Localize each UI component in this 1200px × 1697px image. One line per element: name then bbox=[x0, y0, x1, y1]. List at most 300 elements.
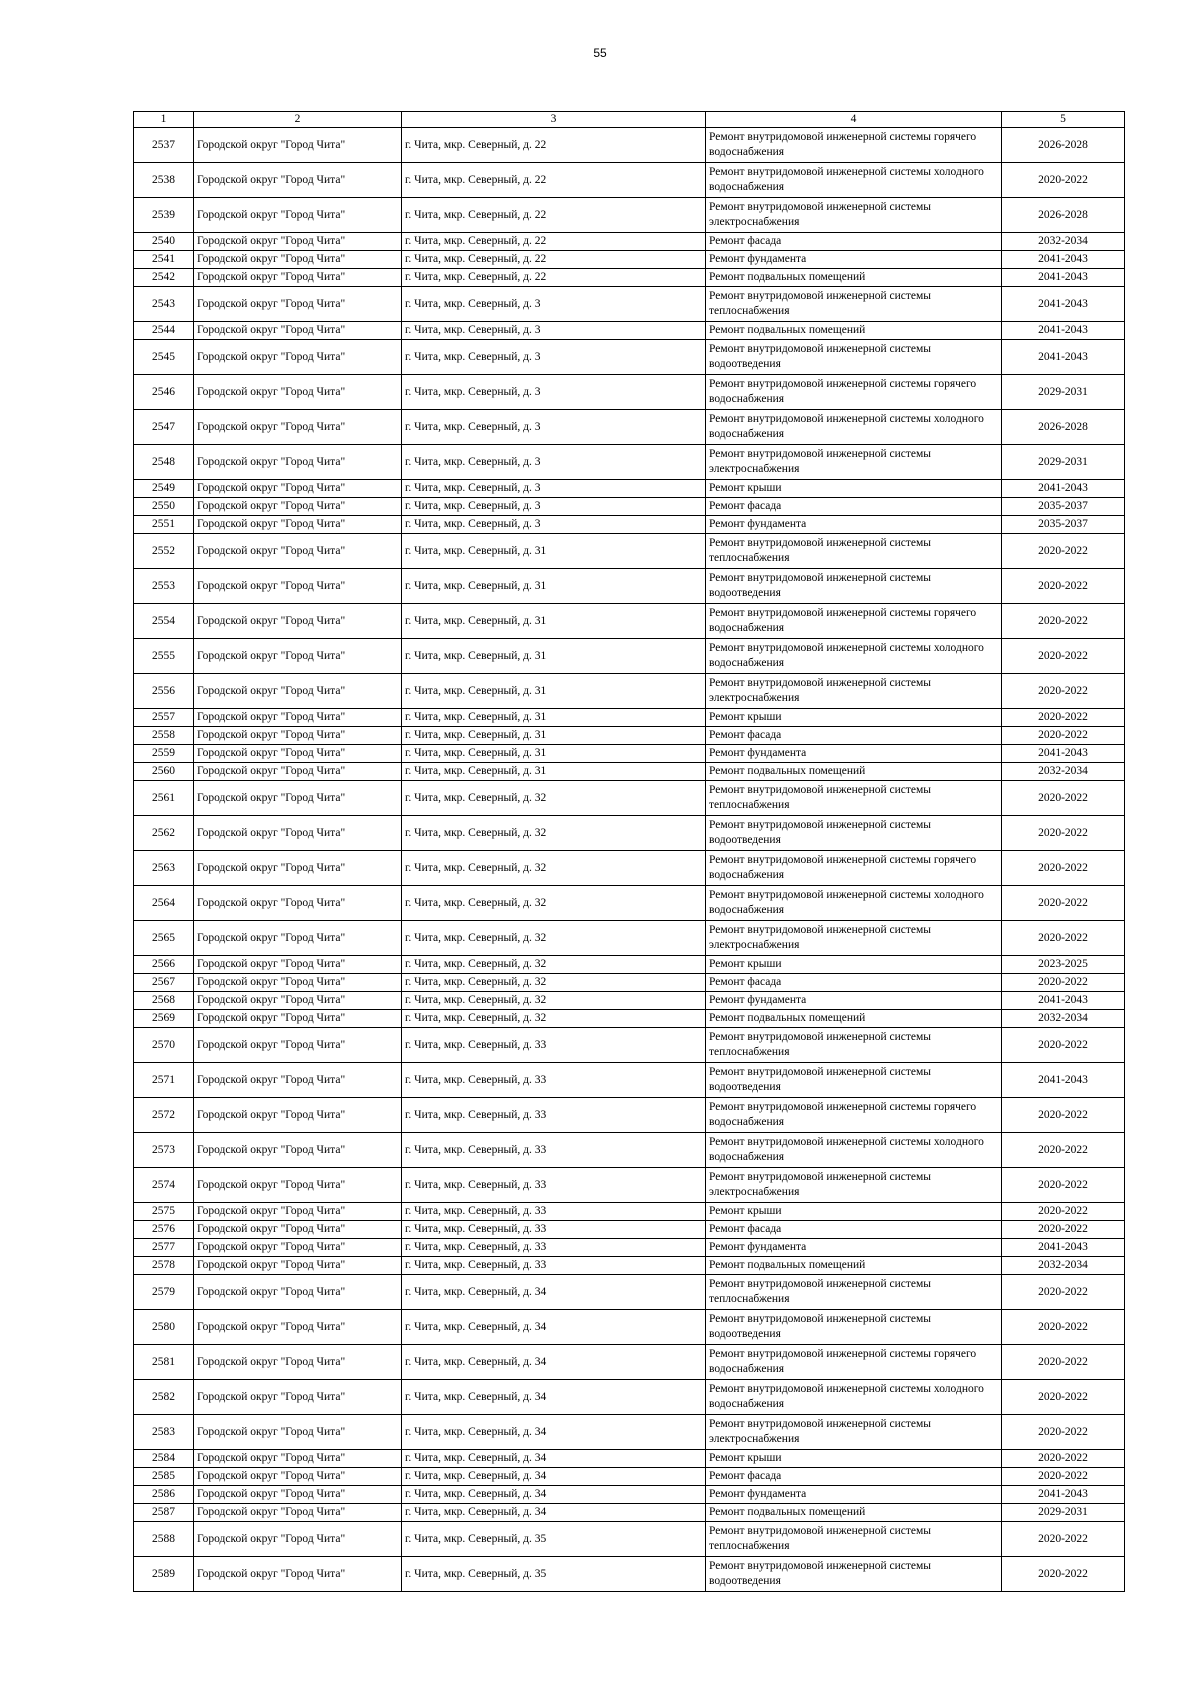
address-cell: г. Чита, мкр. Северный, д. 32 bbox=[402, 992, 706, 1010]
work-type-cell: Ремонт внутридомовой инженерной системы горячего водоснабжения bbox=[706, 375, 1002, 410]
period-cell: 2020-2022 bbox=[1002, 1275, 1125, 1310]
period-cell: 2020-2022 bbox=[1002, 1310, 1125, 1345]
work-type-cell: Ремонт внутридомовой инженерной системы теплоснабжения bbox=[706, 534, 1002, 569]
work-type-cell: Ремонт фундамента bbox=[706, 992, 1002, 1010]
address-cell: г. Чита, мкр. Северный, д. 33 bbox=[402, 1221, 706, 1239]
work-type-cell: Ремонт фундамента bbox=[706, 1239, 1002, 1257]
column-header-3: 3 bbox=[402, 112, 706, 128]
address-cell: г. Чита, мкр. Северный, д. 31 bbox=[402, 763, 706, 781]
table-row bbox=[134, 251, 1125, 269]
address-cell: г. Чита, мкр. Северный, д. 3 bbox=[402, 445, 706, 480]
table-row bbox=[134, 974, 1125, 992]
work-type-cell: Ремонт внутридомовой инженерной системы теплоснабжения bbox=[706, 287, 1002, 322]
row-number-cell: 2555 bbox=[134, 639, 194, 674]
address-cell: г. Чита, мкр. Северный, д. 31 bbox=[402, 639, 706, 674]
row-number-cell: 2579 bbox=[134, 1275, 194, 1310]
municipality-cell: Городской округ "Город Чита" bbox=[194, 1557, 402, 1592]
address-cell: г. Чита, мкр. Северный, д. 35 bbox=[402, 1557, 706, 1592]
row-number-cell: 2549 bbox=[134, 480, 194, 498]
address-cell: г. Чита, мкр. Северный, д. 32 bbox=[402, 851, 706, 886]
repair-schedule-table bbox=[133, 111, 1125, 1592]
period-cell: 2020-2022 bbox=[1002, 674, 1125, 709]
address-cell: г. Чита, мкр. Северный, д. 33 bbox=[402, 1257, 706, 1275]
work-type-cell: Ремонт внутридомовой инженерной системы горячего водоснабжения bbox=[706, 1345, 1002, 1380]
period-cell: 2020-2022 bbox=[1002, 974, 1125, 992]
municipality-cell: Городской округ "Город Чита" bbox=[194, 1098, 402, 1133]
address-cell: г. Чита, мкр. Северный, д. 34 bbox=[402, 1310, 706, 1345]
page-number: 55 bbox=[593, 46, 607, 60]
period-cell: 2020-2022 bbox=[1002, 921, 1125, 956]
period-cell: 2041-2043 bbox=[1002, 322, 1125, 340]
work-type-cell: Ремонт внутридомовой инженерной системы водоотведения bbox=[706, 816, 1002, 851]
table-row bbox=[134, 445, 1125, 480]
address-cell: г. Чита, мкр. Северный, д. 3 bbox=[402, 480, 706, 498]
address-cell: г. Чита, мкр. Северный, д. 31 bbox=[402, 534, 706, 569]
row-number-cell: 2581 bbox=[134, 1345, 194, 1380]
row-number-cell: 2586 bbox=[134, 1486, 194, 1504]
period-cell: 2020-2022 bbox=[1002, 1028, 1125, 1063]
work-type-cell: Ремонт внутридомовой инженерной системы водоотведения bbox=[706, 1557, 1002, 1592]
column-header-2: 2 bbox=[194, 112, 402, 128]
address-cell: г. Чита, мкр. Северный, д. 33 bbox=[402, 1063, 706, 1098]
address-cell: г. Чита, мкр. Северный, д. 34 bbox=[402, 1275, 706, 1310]
work-type-cell: Ремонт внутридомовой инженерной системы электроснабжения bbox=[706, 921, 1002, 956]
table-row bbox=[134, 1098, 1125, 1133]
row-number-cell: 2554 bbox=[134, 604, 194, 639]
table-row bbox=[134, 851, 1125, 886]
period-cell: 2020-2022 bbox=[1002, 569, 1125, 604]
work-type-cell: Ремонт крыши bbox=[706, 480, 1002, 498]
municipality-cell: Городской округ "Город Чита" bbox=[194, 1468, 402, 1486]
row-number-cell: 2563 bbox=[134, 851, 194, 886]
address-cell: г. Чита, мкр. Северный, д. 31 bbox=[402, 604, 706, 639]
address-cell: г. Чита, мкр. Северный, д. 33 bbox=[402, 1133, 706, 1168]
work-type-cell: Ремонт внутридомовой инженерной системы холодного водоснабжения bbox=[706, 1380, 1002, 1415]
address-cell: г. Чита, мкр. Северный, д. 3 bbox=[402, 516, 706, 534]
row-number-cell: 2588 bbox=[134, 1522, 194, 1557]
work-type-cell: Ремонт внутридомовой инженерной системы электроснабжения bbox=[706, 198, 1002, 233]
row-number-cell: 2539 bbox=[134, 198, 194, 233]
period-cell: 2041-2043 bbox=[1002, 251, 1125, 269]
period-cell: 2041-2043 bbox=[1002, 340, 1125, 375]
address-cell: г. Чита, мкр. Северный, д. 32 bbox=[402, 956, 706, 974]
row-number-cell: 2538 bbox=[134, 163, 194, 198]
table-row bbox=[134, 992, 1125, 1010]
period-cell: 2041-2043 bbox=[1002, 1063, 1125, 1098]
work-type-cell: Ремонт фасада bbox=[706, 974, 1002, 992]
row-number-cell: 2553 bbox=[134, 569, 194, 604]
period-cell: 2020-2022 bbox=[1002, 604, 1125, 639]
row-number-cell: 2585 bbox=[134, 1468, 194, 1486]
row-number-cell: 2576 bbox=[134, 1221, 194, 1239]
address-cell: г. Чита, мкр. Северный, д. 22 bbox=[402, 233, 706, 251]
table-row bbox=[134, 1504, 1125, 1522]
work-type-cell: Ремонт фундамента bbox=[706, 251, 1002, 269]
address-cell: г. Чита, мкр. Северный, д. 35 bbox=[402, 1522, 706, 1557]
period-cell: 2020-2022 bbox=[1002, 851, 1125, 886]
row-number-cell: 2551 bbox=[134, 516, 194, 534]
work-type-cell: Ремонт внутридомовой инженерной системы холодного водоснабжения bbox=[706, 886, 1002, 921]
row-number-cell: 2575 bbox=[134, 1203, 194, 1221]
municipality-cell: Городской округ "Город Чита" bbox=[194, 410, 402, 445]
period-cell: 2041-2043 bbox=[1002, 480, 1125, 498]
period-cell: 2029-2031 bbox=[1002, 445, 1125, 480]
row-number-cell: 2570 bbox=[134, 1028, 194, 1063]
row-number-cell: 2567 bbox=[134, 974, 194, 992]
period-cell: 2026-2028 bbox=[1002, 410, 1125, 445]
work-type-cell: Ремонт фундамента bbox=[706, 745, 1002, 763]
row-number-cell: 2589 bbox=[134, 1557, 194, 1592]
table-row bbox=[134, 1310, 1125, 1345]
table-row bbox=[134, 534, 1125, 569]
work-type-cell: Ремонт внутридомовой инженерной системы электроснабжения bbox=[706, 1415, 1002, 1450]
work-type-cell: Ремонт крыши bbox=[706, 956, 1002, 974]
municipality-cell: Городской округ "Город Чита" bbox=[194, 1257, 402, 1275]
municipality-cell: Городской округ "Город Чита" bbox=[194, 1275, 402, 1310]
table-row bbox=[134, 498, 1125, 516]
municipality-cell: Городской округ "Город Чита" bbox=[194, 163, 402, 198]
period-cell: 2020-2022 bbox=[1002, 639, 1125, 674]
table-row bbox=[134, 763, 1125, 781]
row-number-cell: 2542 bbox=[134, 269, 194, 287]
address-cell: г. Чита, мкр. Северный, д. 3 bbox=[402, 322, 706, 340]
row-number-cell: 2544 bbox=[134, 322, 194, 340]
municipality-cell: Городской округ "Город Чита" bbox=[194, 534, 402, 569]
address-cell: г. Чита, мкр. Северный, д. 34 bbox=[402, 1345, 706, 1380]
period-cell: 2020-2022 bbox=[1002, 1557, 1125, 1592]
table-row bbox=[134, 410, 1125, 445]
municipality-cell: Городской округ "Город Чита" bbox=[194, 745, 402, 763]
work-type-cell: Ремонт внутридомовой инженерной системы водоотведения bbox=[706, 569, 1002, 604]
table-row bbox=[134, 128, 1125, 163]
row-number-cell: 2556 bbox=[134, 674, 194, 709]
table-row bbox=[134, 1239, 1125, 1257]
municipality-cell: Городской округ "Город Чита" bbox=[194, 604, 402, 639]
period-cell: 2026-2028 bbox=[1002, 128, 1125, 163]
work-type-cell: Ремонт внутридомовой инженерной системы водоотведения bbox=[706, 1063, 1002, 1098]
table-row bbox=[134, 340, 1125, 375]
table-row bbox=[134, 1028, 1125, 1063]
address-cell: г. Чита, мкр. Северный, д. 34 bbox=[402, 1450, 706, 1468]
period-cell: 2020-2022 bbox=[1002, 781, 1125, 816]
period-cell: 2020-2022 bbox=[1002, 1345, 1125, 1380]
municipality-cell: Городской округ "Город Чита" bbox=[194, 956, 402, 974]
table-row bbox=[134, 1345, 1125, 1380]
work-type-cell: Ремонт внутридомовой инженерной системы горячего водоснабжения bbox=[706, 1098, 1002, 1133]
address-cell: г. Чита, мкр. Северный, д. 32 bbox=[402, 781, 706, 816]
work-type-cell: Ремонт внутридомовой инженерной системы водоотведения bbox=[706, 1310, 1002, 1345]
period-cell: 2020-2022 bbox=[1002, 163, 1125, 198]
period-cell: 2026-2028 bbox=[1002, 198, 1125, 233]
work-type-cell: Ремонт внутридомовой инженерной системы теплоснабжения bbox=[706, 1522, 1002, 1557]
address-cell: г. Чита, мкр. Северный, д. 34 bbox=[402, 1486, 706, 1504]
address-cell: г. Чита, мкр. Северный, д. 34 bbox=[402, 1380, 706, 1415]
row-number-cell: 2543 bbox=[134, 287, 194, 322]
municipality-cell: Городской округ "Город Чита" bbox=[194, 1203, 402, 1221]
address-cell: г. Чита, мкр. Северный, д. 33 bbox=[402, 1239, 706, 1257]
period-cell: 2035-2037 bbox=[1002, 498, 1125, 516]
row-number-cell: 2577 bbox=[134, 1239, 194, 1257]
period-cell: 2041-2043 bbox=[1002, 287, 1125, 322]
address-cell: г. Чита, мкр. Северный, д. 33 bbox=[402, 1203, 706, 1221]
table-row bbox=[134, 1486, 1125, 1504]
address-cell: г. Чита, мкр. Северный, д. 32 bbox=[402, 921, 706, 956]
table-row bbox=[134, 198, 1125, 233]
address-cell: г. Чита, мкр. Северный, д. 22 bbox=[402, 198, 706, 233]
table-row bbox=[134, 269, 1125, 287]
municipality-cell: Городской округ "Город Чита" bbox=[194, 233, 402, 251]
period-cell: 2020-2022 bbox=[1002, 1415, 1125, 1450]
table-row bbox=[134, 709, 1125, 727]
row-number-cell: 2557 bbox=[134, 709, 194, 727]
address-cell: г. Чита, мкр. Северный, д. 31 bbox=[402, 745, 706, 763]
row-number-cell: 2569 bbox=[134, 1010, 194, 1028]
period-cell: 2020-2022 bbox=[1002, 709, 1125, 727]
period-cell: 2041-2043 bbox=[1002, 745, 1125, 763]
period-cell: 2020-2022 bbox=[1002, 1168, 1125, 1203]
work-type-cell: Ремонт внутридомовой инженерной системы теплоснабжения bbox=[706, 1275, 1002, 1310]
address-cell: г. Чита, мкр. Северный, д. 3 bbox=[402, 410, 706, 445]
row-number-cell: 2564 bbox=[134, 886, 194, 921]
work-type-cell: Ремонт внутридомовой инженерной системы теплоснабжения bbox=[706, 781, 1002, 816]
period-cell: 2029-2031 bbox=[1002, 375, 1125, 410]
table-row bbox=[134, 781, 1125, 816]
table-row bbox=[134, 1257, 1125, 1275]
row-number-cell: 2541 bbox=[134, 251, 194, 269]
municipality-cell: Городской округ "Город Чита" bbox=[194, 1486, 402, 1504]
period-cell: 2020-2022 bbox=[1002, 1133, 1125, 1168]
table-row bbox=[134, 480, 1125, 498]
work-type-cell: Ремонт внутридомовой инженерной системы холодного водоснабжения bbox=[706, 410, 1002, 445]
table-row bbox=[134, 233, 1125, 251]
work-type-cell: Ремонт внутридомовой инженерной системы теплоснабжения bbox=[706, 1028, 1002, 1063]
period-cell: 2020-2022 bbox=[1002, 1450, 1125, 1468]
column-header-4: 4 bbox=[706, 112, 1002, 128]
work-type-cell: Ремонт внутридомовой инженерной системы холодного водоснабжения bbox=[706, 639, 1002, 674]
address-cell: г. Чита, мкр. Северный, д. 22 bbox=[402, 163, 706, 198]
table-row bbox=[134, 1203, 1125, 1221]
table-row bbox=[134, 375, 1125, 410]
period-cell: 2041-2043 bbox=[1002, 992, 1125, 1010]
work-type-cell: Ремонт подвальных помещений bbox=[706, 1257, 1002, 1275]
work-type-cell: Ремонт внутридомовой инженерной системы холодного водоснабжения bbox=[706, 163, 1002, 198]
period-cell: 2032-2034 bbox=[1002, 1010, 1125, 1028]
row-number-cell: 2540 bbox=[134, 233, 194, 251]
row-number-cell: 2560 bbox=[134, 763, 194, 781]
row-number-cell: 2545 bbox=[134, 340, 194, 375]
municipality-cell: Городской округ "Город Чита" bbox=[194, 251, 402, 269]
municipality-cell: Городской округ "Город Чита" bbox=[194, 639, 402, 674]
municipality-cell: Городской округ "Город Чита" bbox=[194, 375, 402, 410]
work-type-cell: Ремонт фасада bbox=[706, 1221, 1002, 1239]
row-number-cell: 2583 bbox=[134, 1415, 194, 1450]
municipality-cell: Городской округ "Город Чита" bbox=[194, 1504, 402, 1522]
table-row bbox=[134, 1168, 1125, 1203]
work-type-cell: Ремонт подвальных помещений bbox=[706, 763, 1002, 781]
municipality-cell: Городской округ "Город Чита" bbox=[194, 322, 402, 340]
municipality-cell: Городской округ "Город Чита" bbox=[194, 1063, 402, 1098]
table-row bbox=[134, 1221, 1125, 1239]
municipality-cell: Городской округ "Город Чита" bbox=[194, 1522, 402, 1557]
row-number-cell: 2572 bbox=[134, 1098, 194, 1133]
row-number-cell: 2548 bbox=[134, 445, 194, 480]
table-row bbox=[134, 569, 1125, 604]
table-row bbox=[134, 1557, 1125, 1592]
work-type-cell: Ремонт внутридомовой инженерной системы горячего водоснабжения bbox=[706, 851, 1002, 886]
row-number-cell: 2558 bbox=[134, 727, 194, 745]
work-type-cell: Ремонт крыши bbox=[706, 1450, 1002, 1468]
header-row bbox=[134, 112, 1125, 128]
work-type-cell: Ремонт внутридомовой инженерной системы водоотведения bbox=[706, 340, 1002, 375]
address-cell: г. Чита, мкр. Северный, д. 33 bbox=[402, 1028, 706, 1063]
address-cell: г. Чита, мкр. Северный, д. 31 bbox=[402, 569, 706, 604]
row-number-cell: 2582 bbox=[134, 1380, 194, 1415]
municipality-cell: Городской округ "Город Чита" bbox=[194, 781, 402, 816]
work-type-cell: Ремонт подвальных помещений bbox=[706, 1010, 1002, 1028]
address-cell: г. Чита, мкр. Северный, д. 34 bbox=[402, 1468, 706, 1486]
table-row bbox=[134, 956, 1125, 974]
address-cell: г. Чита, мкр. Северный, д. 31 bbox=[402, 674, 706, 709]
municipality-cell: Городской округ "Город Чита" bbox=[194, 1028, 402, 1063]
address-cell: г. Чита, мкр. Северный, д. 31 bbox=[402, 709, 706, 727]
period-cell: 2041-2043 bbox=[1002, 269, 1125, 287]
address-cell: г. Чита, мкр. Северный, д. 32 bbox=[402, 1010, 706, 1028]
municipality-cell: Городской округ "Город Чита" bbox=[194, 709, 402, 727]
municipality-cell: Городской округ "Город Чита" bbox=[194, 1168, 402, 1203]
table-row bbox=[134, 1010, 1125, 1028]
work-type-cell: Ремонт фасада bbox=[706, 233, 1002, 251]
row-number-cell: 2550 bbox=[134, 498, 194, 516]
address-cell: г. Чита, мкр. Северный, д. 22 bbox=[402, 251, 706, 269]
address-cell: г. Чита, мкр. Северный, д. 3 bbox=[402, 498, 706, 516]
address-cell: г. Чита, мкр. Северный, д. 33 bbox=[402, 1168, 706, 1203]
period-cell: 2020-2022 bbox=[1002, 1098, 1125, 1133]
row-number-cell: 2566 bbox=[134, 956, 194, 974]
row-number-cell: 2571 bbox=[134, 1063, 194, 1098]
table-row bbox=[134, 921, 1125, 956]
row-number-cell: 2565 bbox=[134, 921, 194, 956]
table-row bbox=[134, 516, 1125, 534]
table-row bbox=[134, 745, 1125, 763]
municipality-cell: Городской округ "Город Чита" bbox=[194, 816, 402, 851]
work-type-cell: Ремонт внутридомовой инженерной системы горячего водоснабжения bbox=[706, 128, 1002, 163]
table-row bbox=[134, 674, 1125, 709]
table-row bbox=[134, 604, 1125, 639]
table-row bbox=[134, 639, 1125, 674]
row-number-cell: 2568 bbox=[134, 992, 194, 1010]
address-cell: г. Чита, мкр. Северный, д. 22 bbox=[402, 128, 706, 163]
municipality-cell: Городской округ "Город Чита" bbox=[194, 1010, 402, 1028]
work-type-cell: Ремонт подвальных помещений bbox=[706, 269, 1002, 287]
period-cell: 2041-2043 bbox=[1002, 1239, 1125, 1257]
address-cell: г. Чита, мкр. Северный, д. 33 bbox=[402, 1098, 706, 1133]
column-header-5: 5 bbox=[1002, 112, 1125, 128]
address-cell: г. Чита, мкр. Северный, д. 3 bbox=[402, 340, 706, 375]
row-number-cell: 2562 bbox=[134, 816, 194, 851]
period-cell: 2020-2022 bbox=[1002, 1468, 1125, 1486]
address-cell: г. Чита, мкр. Северный, д. 32 bbox=[402, 816, 706, 851]
period-cell: 2020-2022 bbox=[1002, 1203, 1125, 1221]
period-cell: 2035-2037 bbox=[1002, 516, 1125, 534]
table-row bbox=[134, 322, 1125, 340]
work-type-cell: Ремонт внутридомовой инженерной системы электроснабжения bbox=[706, 1168, 1002, 1203]
municipality-cell: Городской округ "Город Чита" bbox=[194, 1239, 402, 1257]
period-cell: 2020-2022 bbox=[1002, 886, 1125, 921]
row-number-cell: 2546 bbox=[134, 375, 194, 410]
period-cell: 2020-2022 bbox=[1002, 1380, 1125, 1415]
period-cell: 2020-2022 bbox=[1002, 534, 1125, 569]
row-number-cell: 2552 bbox=[134, 534, 194, 569]
period-cell: 2041-2043 bbox=[1002, 1486, 1125, 1504]
work-type-cell: Ремонт фасада bbox=[706, 1468, 1002, 1486]
municipality-cell: Городской округ "Город Чита" bbox=[194, 1345, 402, 1380]
table-row bbox=[134, 1450, 1125, 1468]
municipality-cell: Городской округ "Город Чита" bbox=[194, 674, 402, 709]
row-number-cell: 2561 bbox=[134, 781, 194, 816]
municipality-cell: Городской округ "Город Чита" bbox=[194, 287, 402, 322]
address-cell: г. Чита, мкр. Северный, д. 32 bbox=[402, 974, 706, 992]
municipality-cell: Городской округ "Город Чита" bbox=[194, 198, 402, 233]
row-number-cell: 2578 bbox=[134, 1257, 194, 1275]
row-number-cell: 2584 bbox=[134, 1450, 194, 1468]
municipality-cell: Городской округ "Город Чита" bbox=[194, 851, 402, 886]
address-cell: г. Чита, мкр. Северный, д. 34 bbox=[402, 1415, 706, 1450]
row-number-cell: 2537 bbox=[134, 128, 194, 163]
table-row bbox=[134, 816, 1125, 851]
municipality-cell: Городской округ "Город Чита" bbox=[194, 1310, 402, 1345]
row-number-cell: 2559 bbox=[134, 745, 194, 763]
municipality-cell: Городской округ "Город Чита" bbox=[194, 269, 402, 287]
row-number-cell: 2587 bbox=[134, 1504, 194, 1522]
municipality-cell: Городской округ "Город Чита" bbox=[194, 498, 402, 516]
table-row bbox=[134, 1468, 1125, 1486]
table-row bbox=[134, 1133, 1125, 1168]
municipality-cell: Городской округ "Город Чита" bbox=[194, 128, 402, 163]
address-cell: г. Чита, мкр. Северный, д. 31 bbox=[402, 727, 706, 745]
work-type-cell: Ремонт крыши bbox=[706, 709, 1002, 727]
work-type-cell: Ремонт крыши bbox=[706, 1203, 1002, 1221]
municipality-cell: Городской округ "Город Чита" bbox=[194, 516, 402, 534]
table-row bbox=[134, 1380, 1125, 1415]
table-row bbox=[134, 1275, 1125, 1310]
period-cell: 2023-2025 bbox=[1002, 956, 1125, 974]
municipality-cell: Городской округ "Город Чита" bbox=[194, 921, 402, 956]
work-type-cell: Ремонт подвальных помещений bbox=[706, 1504, 1002, 1522]
table-row bbox=[134, 1415, 1125, 1450]
period-cell: 2020-2022 bbox=[1002, 1221, 1125, 1239]
period-cell: 2020-2022 bbox=[1002, 1522, 1125, 1557]
work-type-cell: Ремонт внутридомовой инженерной системы холодного водоснабжения bbox=[706, 1133, 1002, 1168]
column-header-1: 1 bbox=[134, 112, 194, 128]
period-cell: 2020-2022 bbox=[1002, 727, 1125, 745]
municipality-cell: Городской округ "Город Чита" bbox=[194, 480, 402, 498]
table-header bbox=[134, 112, 1125, 128]
address-cell: г. Чита, мкр. Северный, д. 22 bbox=[402, 269, 706, 287]
address-cell: г. Чита, мкр. Северный, д. 32 bbox=[402, 886, 706, 921]
period-cell: 2032-2034 bbox=[1002, 1257, 1125, 1275]
period-cell: 2029-2031 bbox=[1002, 1504, 1125, 1522]
address-cell: г. Чита, мкр. Северный, д. 34 bbox=[402, 1504, 706, 1522]
table-row bbox=[134, 886, 1125, 921]
row-number-cell: 2580 bbox=[134, 1310, 194, 1345]
work-type-cell: Ремонт фундамента bbox=[706, 516, 1002, 534]
row-number-cell: 2574 bbox=[134, 1168, 194, 1203]
table-row bbox=[134, 287, 1125, 322]
municipality-cell: Городской округ "Город Чита" bbox=[194, 1380, 402, 1415]
municipality-cell: Городской округ "Город Чита" bbox=[194, 1133, 402, 1168]
work-type-cell: Ремонт внутридомовой инженерной системы электроснабжения bbox=[706, 445, 1002, 480]
period-cell: 2032-2034 bbox=[1002, 763, 1125, 781]
